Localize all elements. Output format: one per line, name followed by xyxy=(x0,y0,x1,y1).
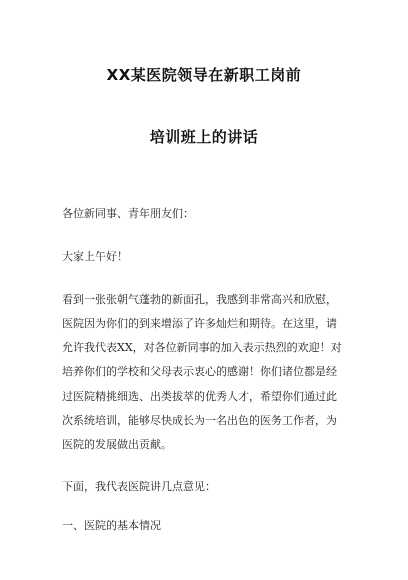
body-line: 次系统培训，能够尽快成长为一名出色的医务工作者，为 xyxy=(62,414,337,427)
body-line: 培养你们的学校和父母表示衷心的感谢！你们诸位都是经 xyxy=(62,365,337,378)
body-line: 过医院精挑细选、出类拔萃的优秀人才，希望你们通过此 xyxy=(62,390,337,403)
body-line: 医院因为你们的到来增添了许多灿烂和期待。在这里，请 xyxy=(62,317,337,330)
hello-paragraph: 大家上午好！ xyxy=(62,250,128,263)
document-title-line-2: 培训班上的讲话 xyxy=(149,128,259,146)
body-line: 看到一张张朝气蓬勃的新面孔，我感到非常高兴和欣慰， xyxy=(62,293,337,306)
body-line: 允许我代表XX，对各位新同事的加入表示热烈的欢迎！对 xyxy=(62,341,342,354)
greeting-paragraph: 各位新同事、青年朋友们： xyxy=(62,207,194,220)
document-title-line-1: XX某医院领导在新职工岗前 xyxy=(106,66,302,84)
body-line: 医院的发展做出贡献。 xyxy=(62,438,172,451)
follow-paragraph: 下面，我代表医院讲几点意见： xyxy=(62,480,216,493)
section-heading: 一、医院的基本情况 xyxy=(62,519,161,532)
